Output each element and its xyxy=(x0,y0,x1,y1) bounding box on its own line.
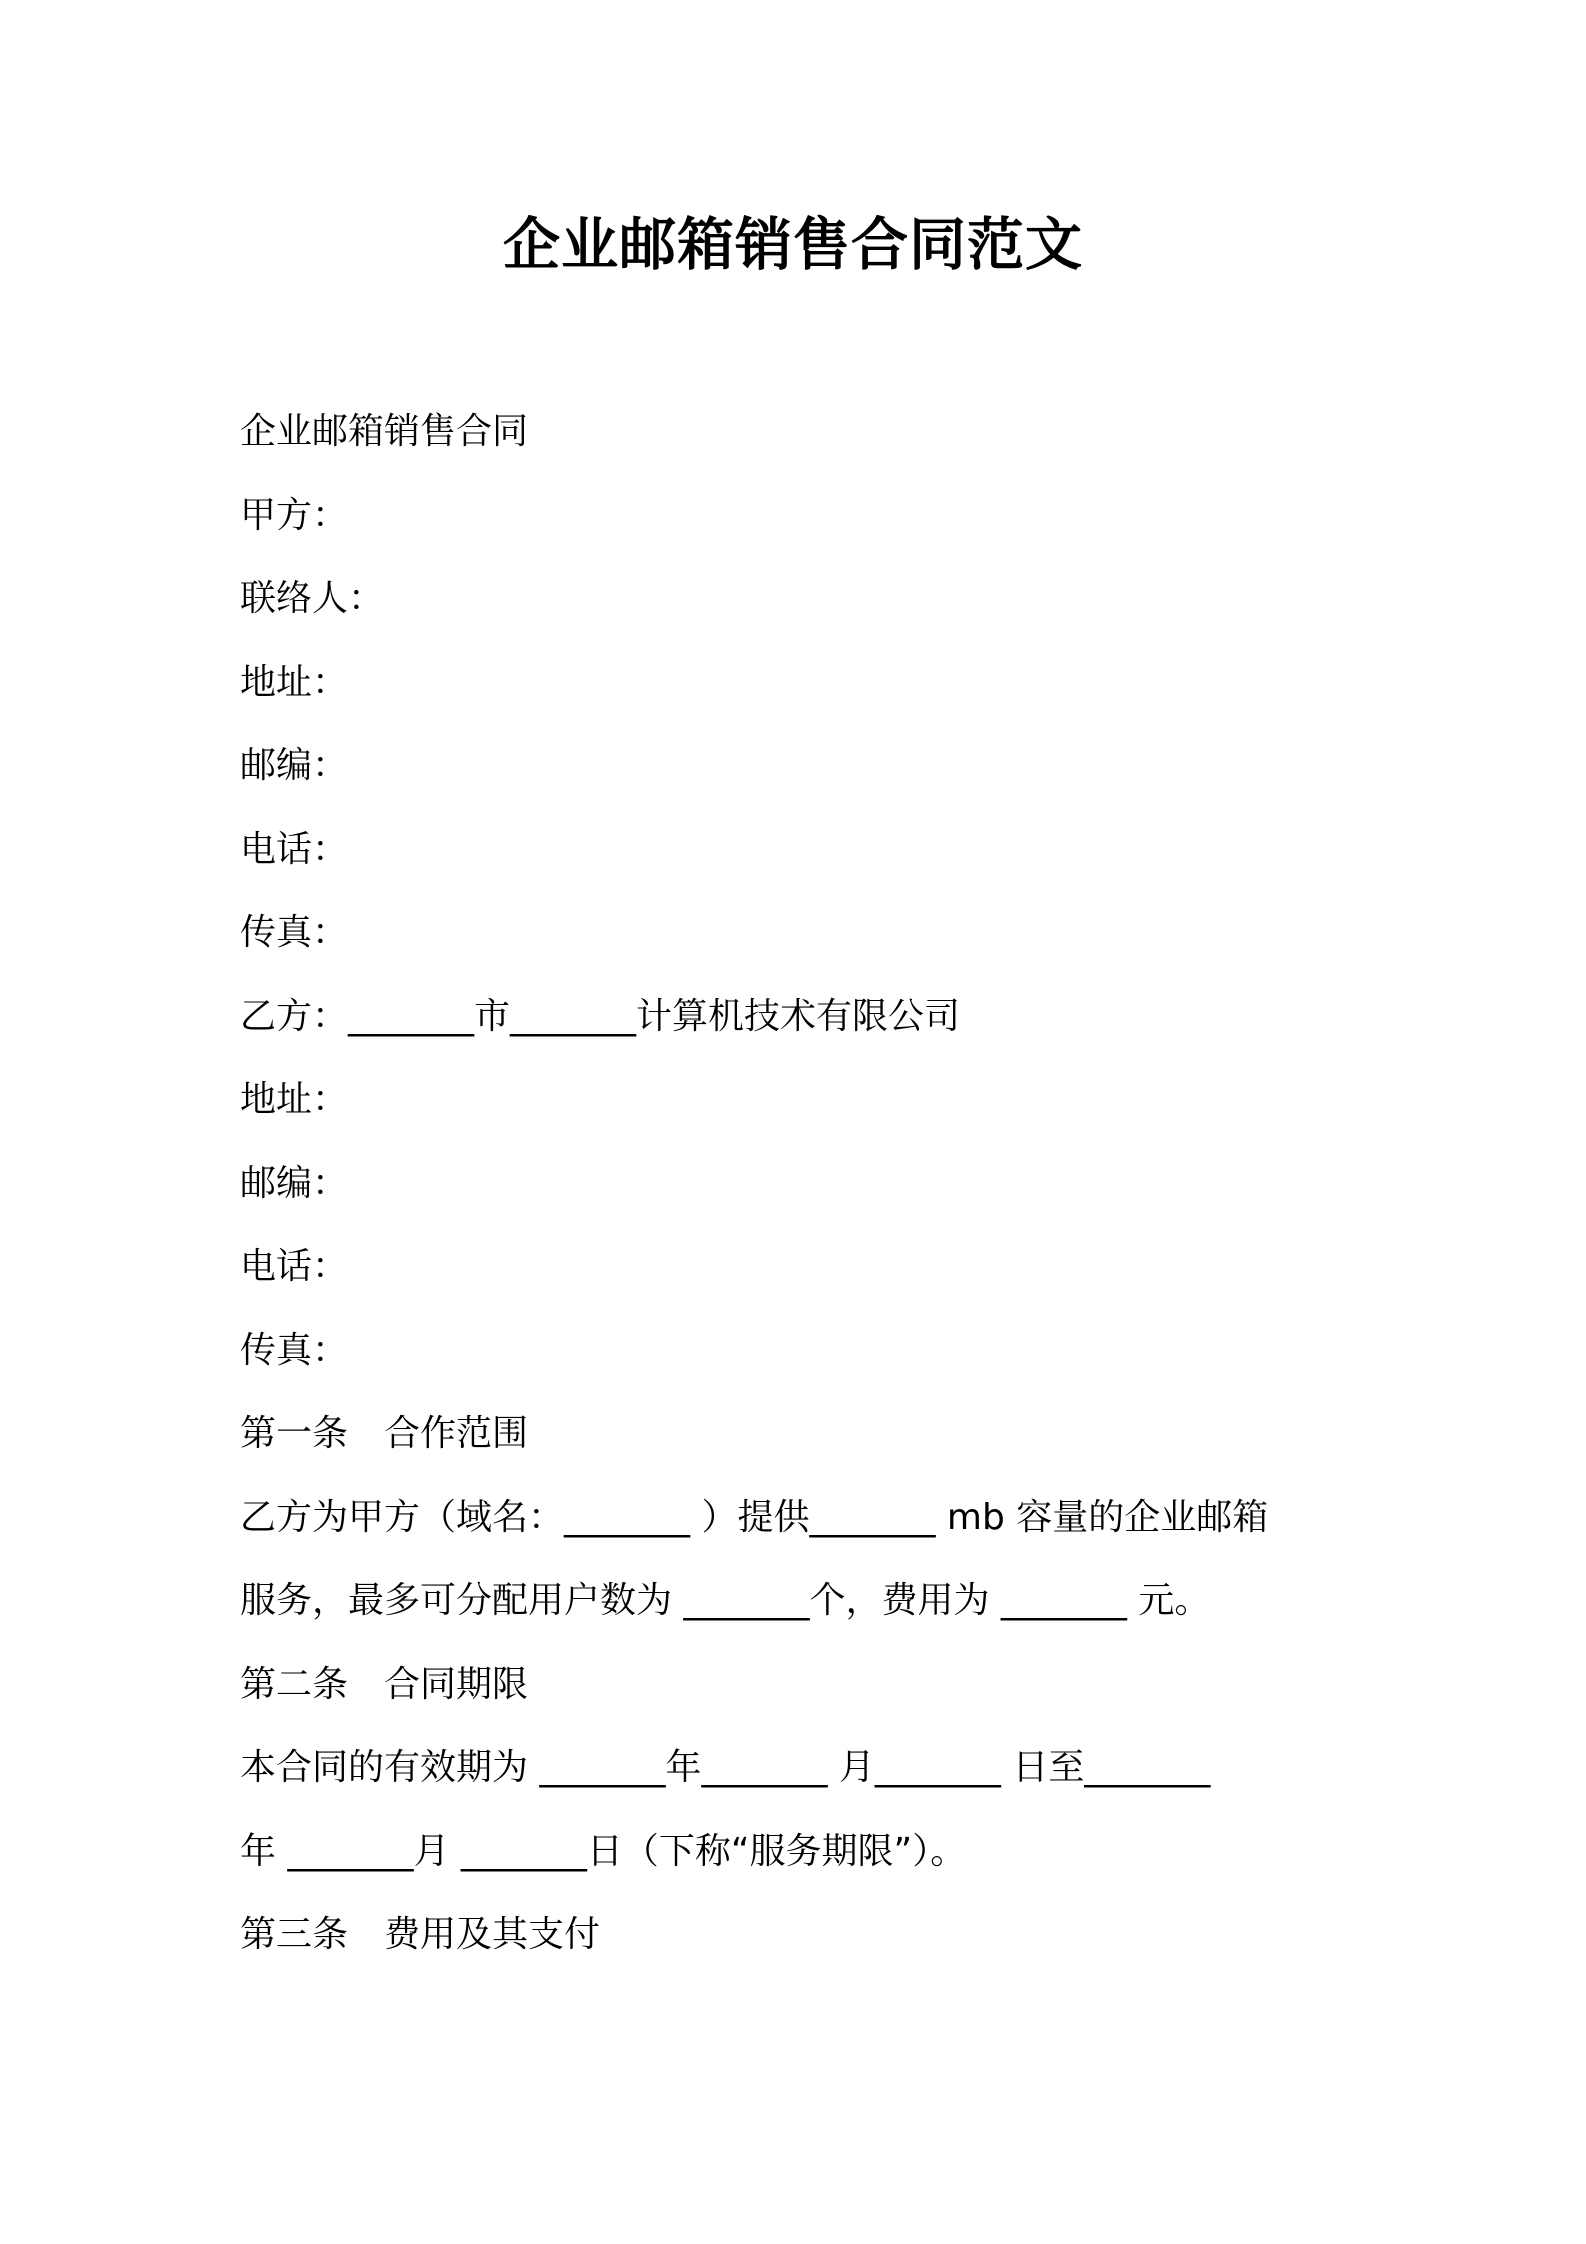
party-a-address-label: 地址： xyxy=(240,661,349,703)
party-a-fax-label: 传真： xyxy=(240,912,349,953)
party-b-fax-label: 传真： xyxy=(240,1329,349,1371)
party-a-label: 甲方： xyxy=(240,494,349,536)
document-body xyxy=(240,407,1400,1994)
article-3-heading: 第三条 费用及其支付 xyxy=(240,1914,601,1955)
document-title: 企业邮箱销售合同范文 xyxy=(503,212,1083,278)
party-a-postcode-label: 邮编： xyxy=(240,745,349,786)
article-2-text-line-1: 本合同的有效期为 _______年_______ 月_______ 日至_______ xyxy=(240,1747,1211,1788)
article-1-text-line-2: 服务，最多可分配用户数为 _______个，费用为 _______ 元。 xyxy=(240,1580,1211,1621)
article-1-heading: 第一条 合作范围 xyxy=(240,1413,529,1454)
contract-heading: 企业邮箱销售合同 xyxy=(240,411,529,452)
party-a-phone-label: 电话： xyxy=(240,828,349,870)
article-2-text-line-2: 年 _______月 _______日（下称“服务期限”）。 xyxy=(240,1830,967,1872)
party-b-line: 乙方：_______市_______计算机技术有限公司 xyxy=(240,995,961,1037)
party-b-phone-label: 电话： xyxy=(240,1246,349,1287)
party-a-contact-label: 联络人： xyxy=(240,578,385,619)
article-2-heading: 第二条 合同期限 xyxy=(240,1663,529,1705)
party-b-address-label: 地址： xyxy=(240,1079,349,1120)
article-1-text-line-1: 乙方为甲方（域名：_______ ）提供_______ mb 容量的企业邮箱 xyxy=(240,1496,1269,1538)
party-b-postcode-label: 邮编： xyxy=(240,1162,349,1204)
